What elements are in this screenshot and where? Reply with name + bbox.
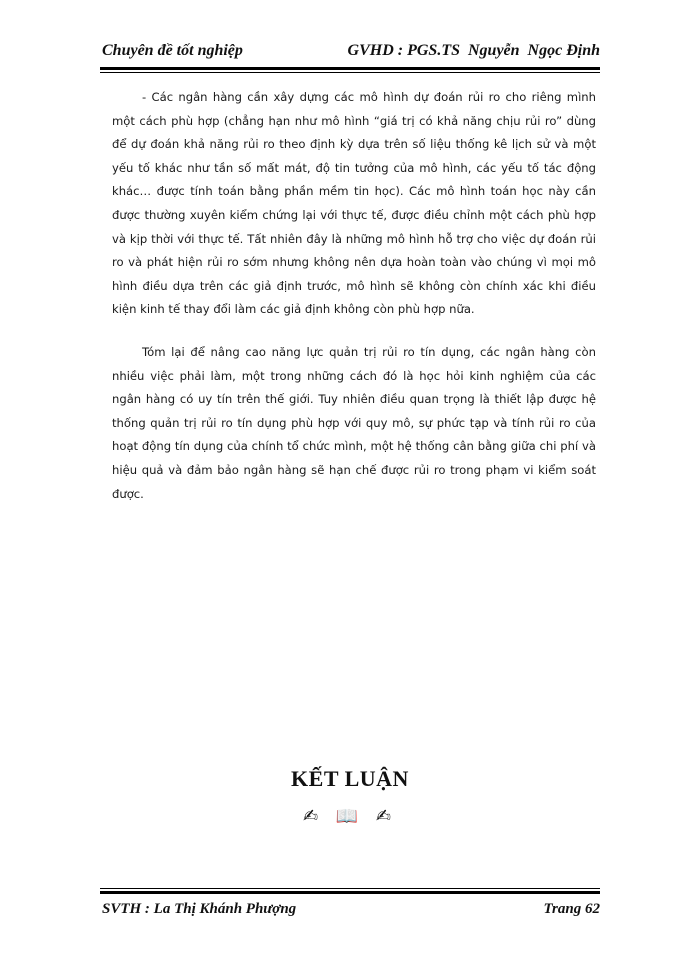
conclusion-heading: KẾT LUẬN xyxy=(291,766,409,791)
footer-rule-thick xyxy=(100,891,600,894)
footer-rule-thin xyxy=(100,888,600,889)
header-advisor: GVHD : PGS.TS Nguyễn Ngọc Định xyxy=(347,42,600,59)
page-footer xyxy=(100,888,600,928)
footer-student: SVTH : La Thị Khánh Phượng xyxy=(102,901,297,917)
body-text xyxy=(112,86,596,525)
header-rule-thin xyxy=(100,72,600,73)
page-header xyxy=(100,38,600,66)
footer-page-number: Trang 62 xyxy=(543,901,600,917)
book-ornament-icon: ✍ 📖 ✍ xyxy=(302,806,398,827)
paragraph-1: - Các ngân hàng cần xây dựng các mô hình dự đoán rủi ro cho riêng mình một cách phù hợp (chẳng hạn như mô hình “giá trị có khả năng chịu rủi ro” dùng để dự đoán khả năng rủi ro theo định kỳ dựa trên số liệu thống kê lịch sử và một yếu tố khác như tần số mất mát, độ tin tưởng của mô hình, các yếu tố tác động khác… được tính toán bằng phần mềm tin học). Các mô hình toán học này cần được thường xuyên kiểm chứng lại với thực tế, được điều chỉnh một cách phù hợp và kịp thời với thực tế. Tất nhiên đây là những mô hình hỗ trợ cho việc dự đoán rủi ro và phát hiện rủi ro sớm nhưng không nên dựa hoàn toàn vào chúng vì mọi mô hình điều dựa trên các giả định trước, mô hình sẽ không còn chính xác khi điều kiện kinh tế thay đổi làm các giả định không còn phù hợp nữa. xyxy=(112,90,596,317)
header-rule-thick xyxy=(100,67,600,70)
header-title: Chuyên đề tốt nghiệp xyxy=(102,42,243,59)
paragraph-2: Tóm lại để nâng cao năng lực quản trị rủi ro tín dụng, các ngân hàng còn nhiều việc phải làm, một trong những cách đó là học hỏi kinh nghiệm của các ngân hàng có uy tín trên thế giới. Tuy nhiên điều quan trọng là thiết lập được hệ thống quản trị rủi ro tín dụng phù hợp với quy mô, sự phức tạp và tính rủi ro của hoạt động tín dụng của chính tổ chức mình, một hệ thống cân bằng giữa chi phí và hiệu quả và đảm bảo ngân hàng sẽ hạn chế được rủi ro trong phạm vi kiểm soát được. xyxy=(112,344,596,501)
